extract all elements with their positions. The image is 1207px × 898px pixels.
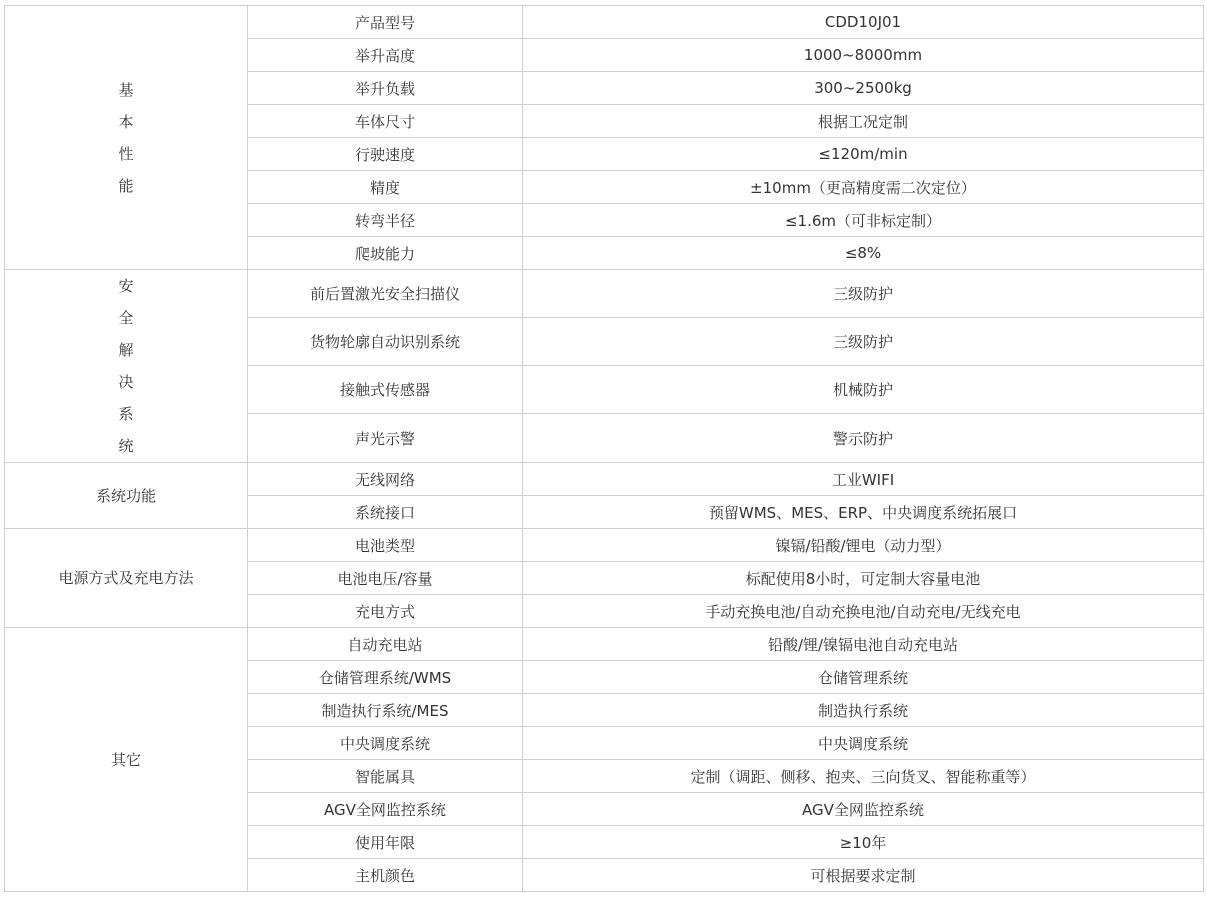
spec-name: 举升负载: [248, 72, 523, 105]
spec-value: 铅酸/锂/镍镉电池自动充电站: [523, 628, 1204, 661]
spec-name: 电池电压/容量: [248, 562, 523, 595]
spec-value: ≤1.6m（可非标定制）: [523, 204, 1204, 237]
group-label-char: 决: [118, 373, 134, 391]
spec-value: 工业WIFI: [523, 463, 1204, 496]
spec-value: 三级防护: [523, 318, 1204, 366]
spec-value: 镍镉/铅酸/锂电（动力型）: [523, 529, 1204, 562]
spec-value: 警示防护: [523, 414, 1204, 463]
spec-value: 根据工况定制: [523, 105, 1204, 138]
spec-name: 主机颜色: [248, 859, 523, 892]
spec-name: 使用年限: [248, 826, 523, 859]
spec-name: 接触式传感器: [248, 366, 523, 414]
spec-value: 可根据要求定制: [523, 859, 1204, 892]
spec-table: [4, 5, 1204, 892]
spec-name: 自动充电站: [248, 628, 523, 661]
group-label-char: 全: [118, 309, 134, 327]
spec-value: 机械防护: [523, 366, 1204, 414]
group-label: 其它: [5, 628, 248, 892]
spec-value: 三级防护: [523, 270, 1204, 318]
spec-row: [5, 529, 1204, 562]
spec-name: 仓储管理系统/WMS: [248, 661, 523, 694]
group-label-char: 解: [118, 341, 134, 359]
spec-value: ≤8%: [523, 237, 1204, 270]
group-label-char: 安: [118, 277, 134, 295]
spec-value: 仓储管理系统: [523, 661, 1204, 694]
group-label-char: 性: [118, 144, 134, 163]
spec-name: 前后置激光安全扫描仪: [248, 270, 523, 318]
spec-name: 无线网络: [248, 463, 523, 496]
spec-value: ≤120m/min: [523, 138, 1204, 171]
spec-name: 精度: [248, 171, 523, 204]
spec-value: ±10mm（更高精度需二次定位）: [523, 171, 1204, 204]
spec-name: 电池类型: [248, 529, 523, 562]
group-label-char: 本: [118, 112, 134, 131]
spec-name: 产品型号: [248, 6, 523, 39]
group-label: 系统功能: [5, 463, 248, 529]
spec-value: 制造执行系统: [523, 694, 1204, 727]
spec-name: 行驶速度: [248, 138, 523, 171]
group-label-char: 能: [118, 176, 134, 195]
spec-value: AGV全网监控系统: [523, 793, 1204, 826]
group-label: 电源方式及充电方法: [5, 529, 248, 628]
spec-value: 标配使用8小时，可定制大容量电池: [523, 562, 1204, 595]
spec-name: 举升高度: [248, 39, 523, 72]
spec-row: [5, 270, 1204, 318]
spec-value: 预留WMS、MES、ERP、中央调度系统拓展口: [523, 496, 1204, 529]
spec-name: 充电方式: [248, 595, 523, 628]
spec-name: 爬坡能力: [248, 237, 523, 270]
spec-value: ≥10年: [523, 826, 1204, 859]
spec-value: 手动充换电池/自动充换电池/自动充电/无线充电: [523, 595, 1204, 628]
spec-name: 车体尺寸: [248, 105, 523, 138]
spec-name: 智能属具: [248, 760, 523, 793]
spec-name: 中央调度系统: [248, 727, 523, 760]
spec-value: 1000~8000mm: [523, 39, 1204, 72]
spec-name: 声光示警: [248, 414, 523, 463]
spec-name: 货物轮廓自动识别系统: [248, 318, 523, 366]
spec-row: [5, 628, 1204, 661]
spec-name: 系统接口: [248, 496, 523, 529]
group-label-char: 基: [118, 80, 134, 99]
spec-name: 制造执行系统/MES: [248, 694, 523, 727]
spec-value: 中央调度系统: [523, 727, 1204, 760]
group-label: [5, 6, 248, 270]
spec-row: [5, 6, 1204, 39]
spec-name: AGV全网监控系统: [248, 793, 523, 826]
spec-name: 转弯半径: [248, 204, 523, 237]
spec-value: CDD10J01: [523, 6, 1204, 39]
spec-value: 定制（调距、侧移、抱夹、三向货叉、智能称重等）: [523, 760, 1204, 793]
group-label-char: 系: [118, 405, 134, 423]
group-label: [5, 270, 248, 463]
group-label-char: 统: [118, 437, 134, 455]
spec-value: 300~2500kg: [523, 72, 1204, 105]
spec-row: [5, 463, 1204, 496]
